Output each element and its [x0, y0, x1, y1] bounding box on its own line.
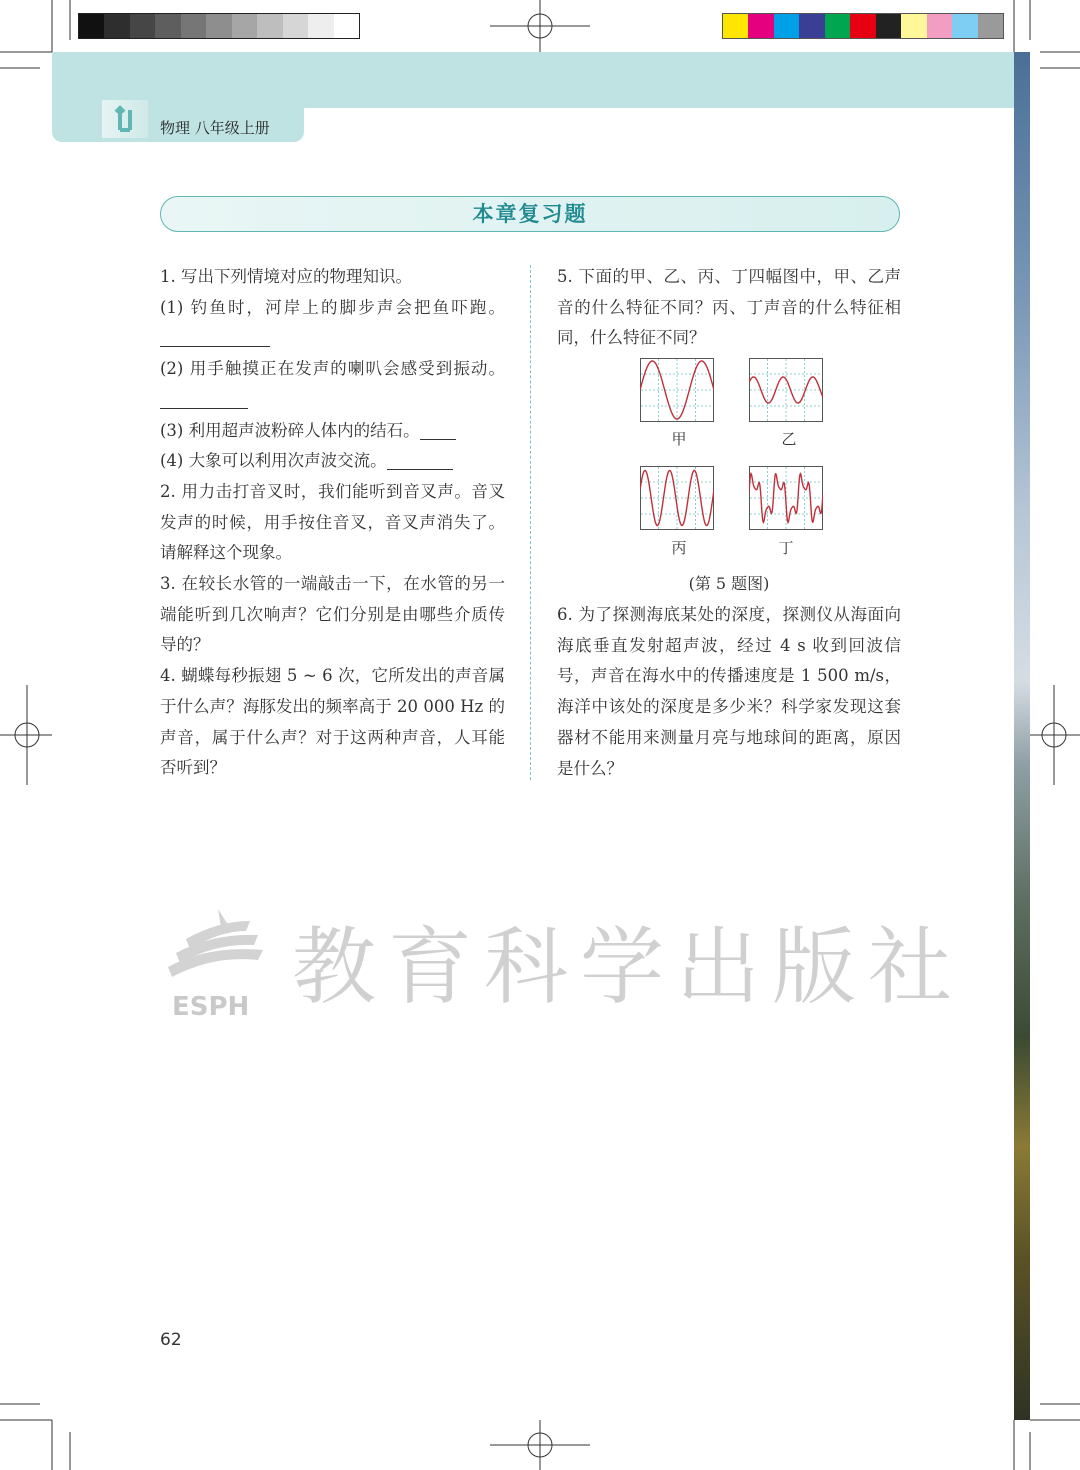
book-title: 物理 八年级上册	[160, 119, 270, 137]
waveform-yi	[749, 358, 823, 422]
header-band	[52, 52, 1014, 108]
waveform-jia	[640, 358, 714, 422]
color-swatch	[876, 14, 901, 38]
question-1b: (2) 用手触摸正在发声的喇叭会感受到振动。	[160, 354, 505, 415]
figure-caption: (第 5 题图)	[688, 574, 770, 593]
color-calibration-bar	[722, 13, 1004, 39]
question-5: 5. 下面的甲、乙、丙、丁四幅图中，甲、乙声音的什么特征不同？丙、丁声音的什么特征相同，什么特征不同？	[557, 267, 901, 348]
waveform-bing	[640, 466, 714, 530]
question-2: 2. 用力击打音叉时，我们能听到音叉声。音叉发声的时候，用手按住音叉，音叉声消失了。请解释这个现象。	[160, 481, 505, 563]
gray-swatch	[334, 14, 359, 38]
gray-calibration-bar	[78, 13, 360, 39]
question-1c: (3) 利用超声波粉碎人体内的结石。	[160, 416, 505, 447]
question-1d: (4) 大象可以利用次声波交流。	[160, 446, 505, 477]
publisher-logo-text: ESPH	[172, 992, 250, 1022]
publisher-logo	[158, 905, 268, 990]
gray-swatch	[130, 14, 155, 38]
question-6-block	[557, 600, 901, 784]
gray-swatch	[308, 14, 333, 38]
gray-swatch	[104, 14, 129, 38]
page-number: 62	[160, 1330, 182, 1350]
color-swatch	[850, 14, 875, 38]
question-3: 3. 在较长水管的一端敲击一下，在水管的另一端能听到几次响声？它们分别是由哪些介质传导的？	[160, 574, 505, 655]
leaf-icon	[102, 100, 148, 138]
color-swatch	[952, 14, 977, 38]
answer-blank[interactable]	[387, 453, 453, 471]
gray-swatch	[155, 14, 180, 38]
question-1a: (1) 钓鱼时，河岸上的脚步声会把鱼吓跑。	[160, 293, 505, 354]
waveform-ding	[749, 466, 823, 530]
right-column	[557, 262, 901, 354]
gray-swatch	[232, 14, 257, 38]
answer-blank[interactable]	[420, 422, 456, 440]
question-6: 6. 为了探测海底某处的深度，探测仪从海面向海底垂直发射超声波，经过 4 s 收到回波信号，声音在海水中的传播速度是 1 500 m/s，海洋中该处的深度是多少米？科学家发现这套器材不能用来测量月亮与地球间的距离，原因是什么？	[557, 605, 901, 778]
answer-blank[interactable]	[160, 391, 248, 409]
gray-swatch	[79, 14, 104, 38]
color-swatch	[799, 14, 824, 38]
left-column	[160, 262, 505, 784]
figure-label-jia: 甲	[671, 430, 687, 448]
color-swatch	[825, 14, 850, 38]
answer-blank[interactable]	[160, 330, 270, 348]
figure-label-ding: 丁	[778, 539, 794, 557]
gray-swatch	[257, 14, 282, 38]
color-swatch	[978, 14, 1003, 38]
color-swatch	[774, 14, 799, 38]
section-title: 本章复习题	[472, 202, 588, 226]
publisher-watermark: 教育科学出版社	[292, 918, 965, 1016]
figure-label-yi: 乙	[781, 430, 797, 448]
color-swatch	[723, 14, 748, 38]
color-swatch	[901, 14, 926, 38]
side-photo-strip	[1014, 52, 1030, 1420]
color-swatch	[927, 14, 952, 38]
figure-label-bing: 丙	[671, 539, 687, 557]
question-4: 4. 蝴蝶每秒振翅 5 ~ 6 次，它所发出的声音属于什么声？海豚发出的频率高于 20 000 Hz 的声音，属于什么声？对于这两种声音，人耳能否听到？	[160, 666, 505, 778]
book-logo	[102, 100, 148, 138]
gray-swatch	[206, 14, 231, 38]
column-divider	[530, 265, 531, 780]
gray-swatch	[283, 14, 308, 38]
question-1-stem: 1. 写出下列情境对应的物理知识。	[160, 267, 412, 286]
gray-swatch	[181, 14, 206, 38]
color-swatch	[748, 14, 773, 38]
